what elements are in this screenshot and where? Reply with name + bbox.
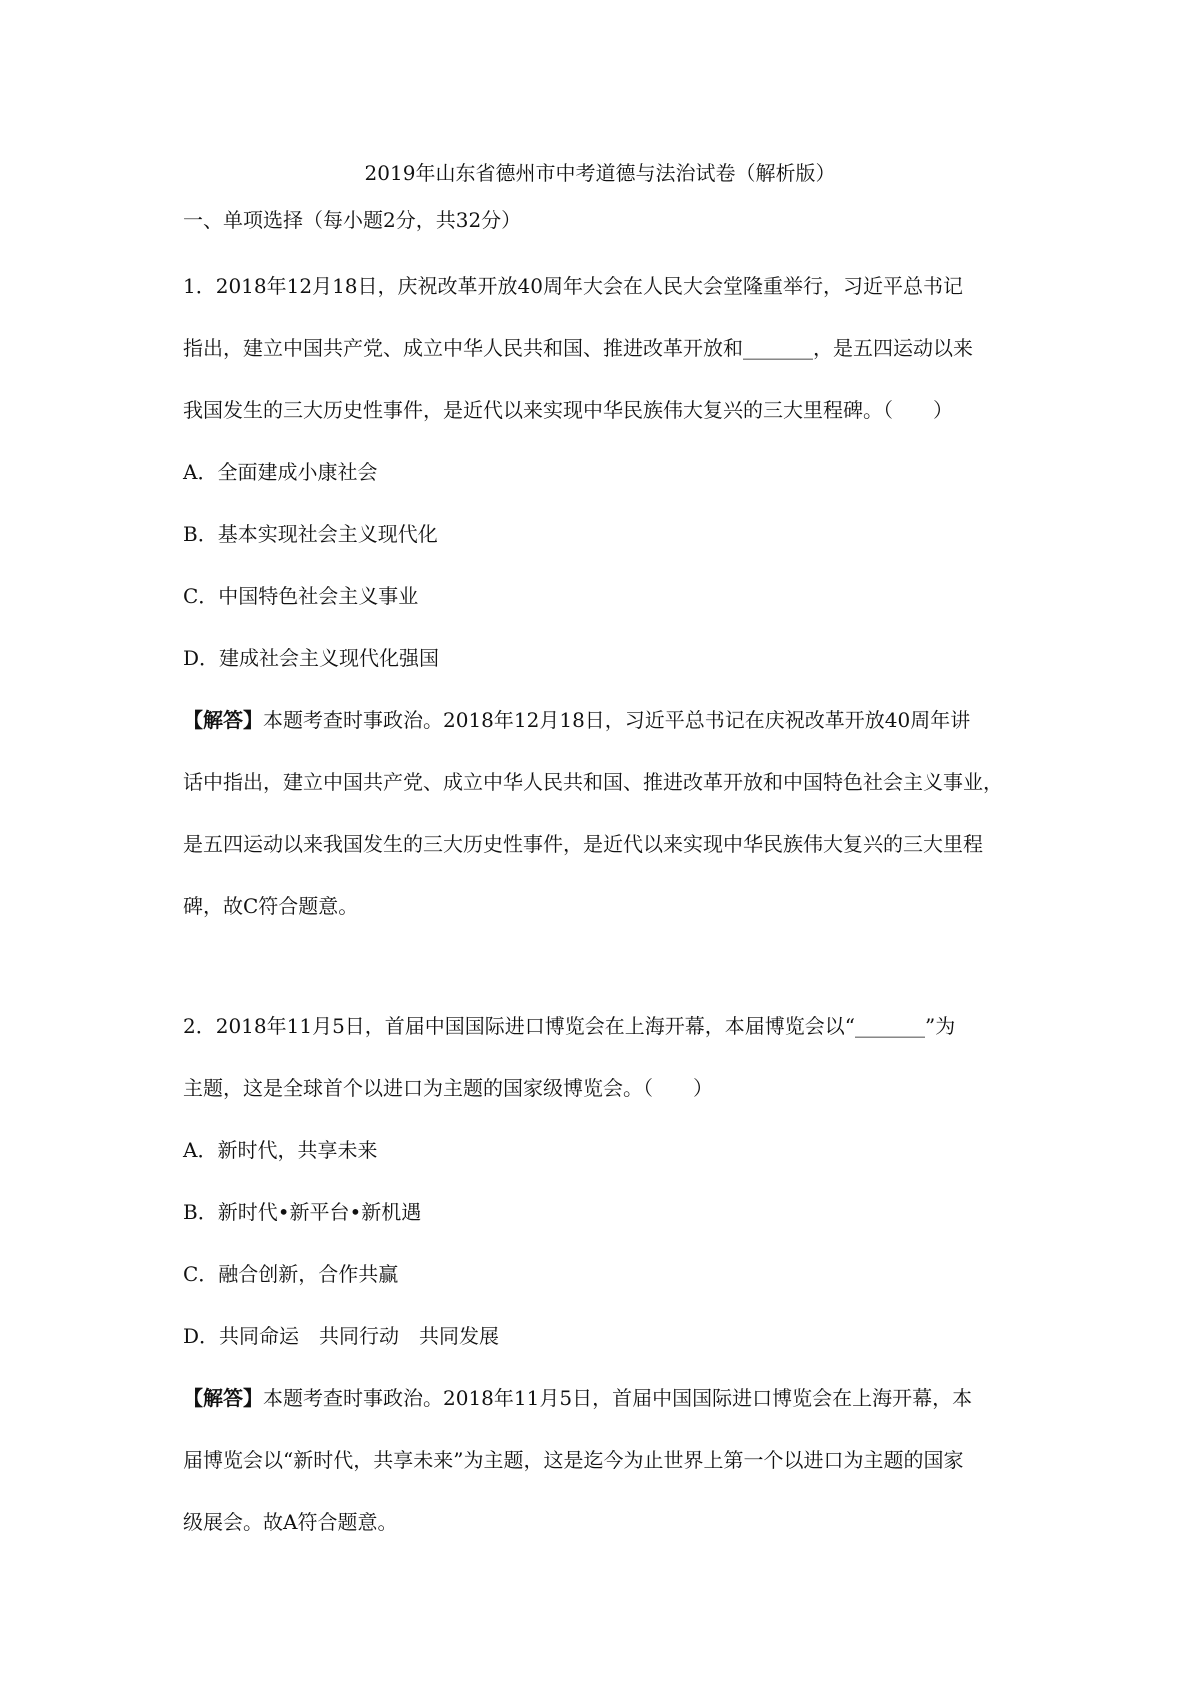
question-1-stem-line-2: 指出，建立中国共产党、成立中华人民共和国、推进改革开放和_______，是五四运动以来	[183, 336, 973, 360]
question-1-option-d: D．建成社会主义现代化强国	[183, 646, 440, 670]
question-1-answer-line-4: 碑，故C符合题意。	[183, 894, 359, 918]
document-title: 2019年山东省德州市中考道德与法治试卷（解析版）	[364, 161, 836, 185]
question-2-answer-line-2: 届博览会以“新时代，共享未来”为主题，这是迄今为止世界上第一个以进口为主题的国家	[183, 1448, 964, 1472]
question-2-stem-line-1: 2．2018年11月5日，首届中国国际进口博览会在上海开幕，本届博览会以“_______”为	[183, 1014, 956, 1038]
answer-label: 【解答】	[183, 1386, 263, 1410]
question-1-option-a: A．全面建成小康社会	[183, 460, 378, 484]
question-1-answer-line-1	[183, 706, 970, 734]
question-1-answer-line-3: 是五四运动以来我国发生的三大历史性事件，是近代以来实现中华民族伟大复兴的三大里程	[183, 832, 983, 856]
section-heading: 一、单项选择（每小题2分，共32分）	[183, 208, 522, 232]
question-2-option-c: C．融合创新，合作共赢	[183, 1262, 399, 1286]
answer-text: 本题考查时事政治。2018年12月18日，习近平总书记在庆祝改革开放40周年讲	[263, 708, 971, 732]
question-1-answer-line-2: 话中指出，建立中国共产党、成立中华人民共和国、推进改革开放和中国特色社会主义事业，	[183, 770, 1003, 794]
question-2-option-d: D．共同命运 共同行动 共同发展	[183, 1324, 500, 1348]
question-1-option-b: B．基本实现社会主义现代化	[183, 522, 438, 546]
question-2-answer-line-3: 级展会。故A符合题意。	[183, 1510, 398, 1534]
question-1-option-c: C．中国特色社会主义事业	[183, 584, 419, 608]
question-1-stem-line-1: 1．2018年12月18日，庆祝改革开放40周年大会在人民大会堂隆重举行，习近平总书记	[183, 274, 963, 298]
question-2-option-b: B．新时代•新平台•新机遇	[183, 1200, 422, 1224]
question-2-option-a: A．新时代，共享未来	[183, 1138, 378, 1162]
question-1-stem-line-3: 我国发生的三大历史性事件，是近代以来实现中华民族伟大复兴的三大里程碑。（ ）	[183, 398, 953, 422]
answer-text: 本题考查时事政治。2018年11月5日，首届中国国际进口博览会在上海开幕，本	[263, 1386, 973, 1410]
question-2-stem-line-2: 主题，这是全球首个以进口为主题的国家级博览会。（ ）	[183, 1076, 713, 1100]
answer-label: 【解答】	[183, 708, 263, 732]
question-2-answer-line-1	[183, 1384, 972, 1412]
